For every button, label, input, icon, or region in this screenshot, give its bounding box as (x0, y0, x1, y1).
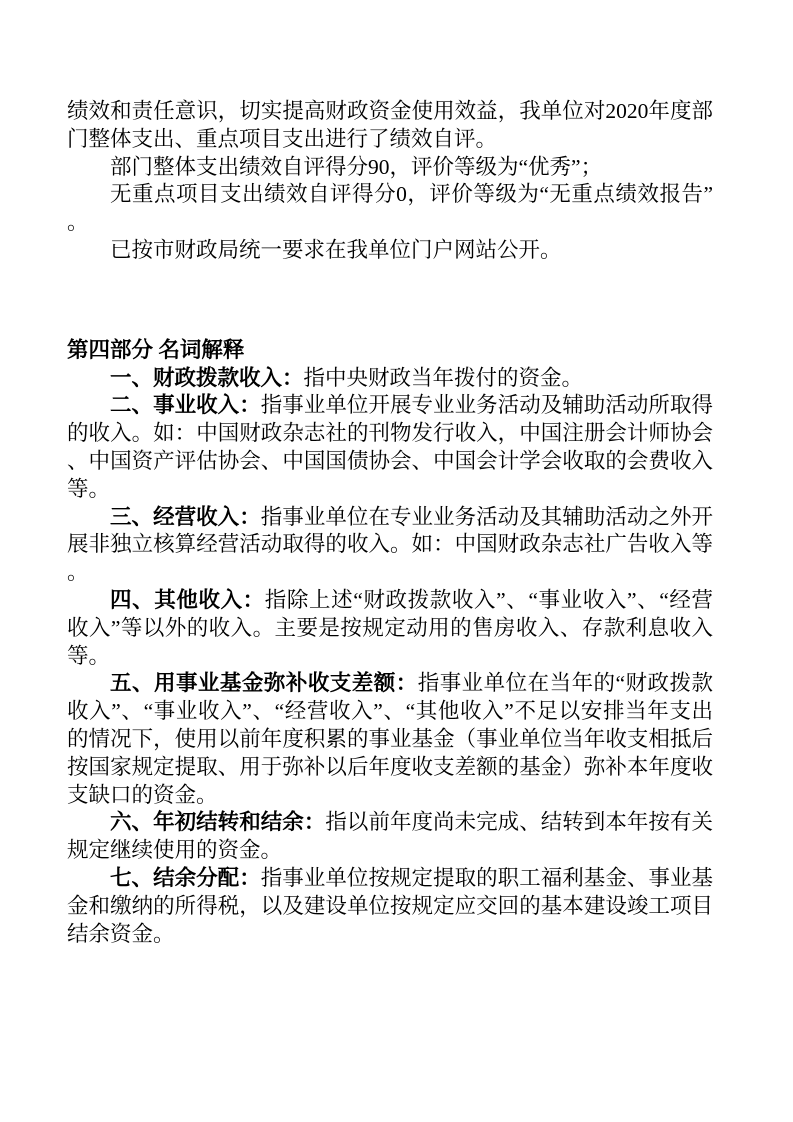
glossary-definition: 指事业单位开展专业业务活动及辅助活动所取得的收入。如：中国财政杂志社的刊物发行收入，中国注册会计师协会、中国资产评估协会、中国国债协会、中国会计学会收取的会费收入等。 (67, 393, 713, 501)
glossary-definition: 指除上述“财政拨款收入”、“事业收入”、“经营收入”等以外的收入。主要是按规定动用的售房收入、存款利息收入等。 (67, 587, 713, 668)
glossary-item (67, 365, 713, 393)
intro-paragraph-overall-score: 部门整体支出绩效自评得分90，评价等级为“优秀”； (110, 154, 603, 179)
glossary-term: 三、经营收入： (110, 504, 261, 529)
glossary-term: 四、其他收入： (110, 587, 265, 612)
intro-paragraph-disclosure: 已按市财政局统一要求在我单位门户网站公开。 (110, 237, 562, 262)
section-title: 第四部分 名词解释 (67, 337, 245, 362)
glossary-definition: 指事业单位在当年的“财政拨款收入”、“事业收入”、“经营收入”、“其他收入”不足以安排当年支出的情况下，使用以前年度积累的事业基金（事业单位当年收支相抵后按国家规定提取、用于弥补以后年度收支差额的基金）弥补本年度收支缺口的资金。 (67, 671, 713, 807)
glossary-definition: 指事业单位按规定提取的职工福利基金、事业基金和缴纳的所得税，以及建设单位按规定应交回的基本建设竣工项目结余资金。 (67, 865, 713, 946)
intro-paragraph-key-project-score: 无重点项目支出绩效自评得分0，评价等级为“无重点绩效报告”。 (67, 182, 713, 235)
glossary-item (67, 865, 713, 948)
glossary-definition: 指以前年度尚未完成、结转到本年按有关规定继续使用的资金。 (67, 810, 713, 863)
glossary-definition: 指中央财政当年拨付的资金。 (303, 365, 584, 390)
glossary-item (67, 670, 713, 809)
document-body (67, 98, 713, 948)
glossary-term: 七、结余分配： (110, 865, 261, 890)
glossary-item (67, 392, 713, 503)
glossary-item (67, 504, 713, 587)
glossary-term: 五、用事业基金弥补收支差额： (110, 671, 418, 696)
glossary-item (67, 809, 713, 865)
glossary-term: 一、财政拨款收入： (110, 365, 304, 390)
intro-paragraph-continuation: 绩效和责任意识，切实提高财政资金使用效益，我单位对2020年度部门整体支出、重点项目支出进行了绩效自评。 (67, 99, 713, 151)
glossary-term: 六、年初结转和结余： (110, 810, 326, 835)
glossary-item (67, 587, 713, 670)
glossary-definition: 指事业单位在专业业务活动及其辅助活动之外开展非独立核算经营活动取得的收入。如：中国财政杂志社广告收入等。 (67, 504, 713, 585)
glossary-term: 二、事业收入： (110, 393, 261, 418)
